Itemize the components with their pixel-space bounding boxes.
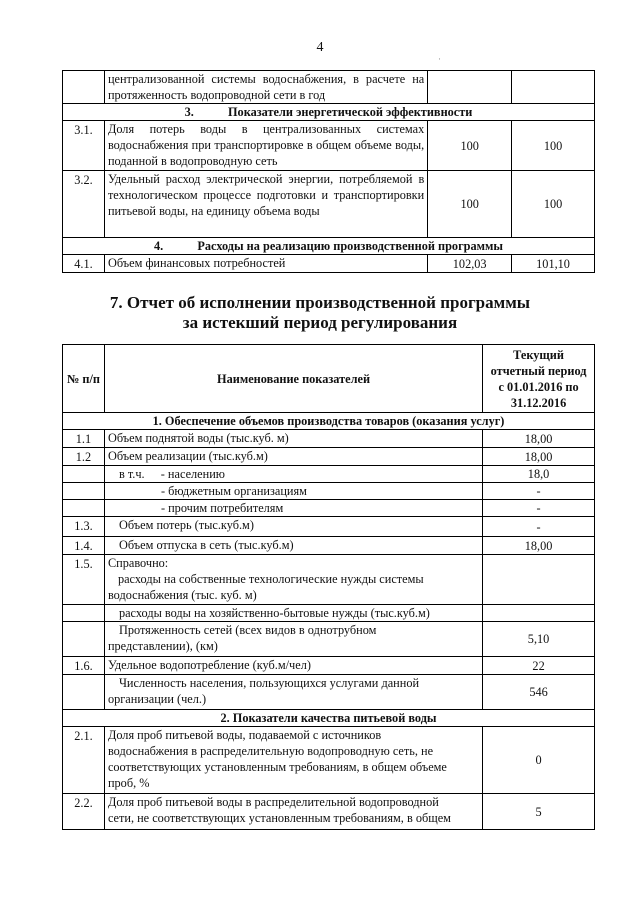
row-value: 18,0	[483, 466, 595, 483]
table-row	[63, 537, 595, 555]
row-name-line: сети, не соответствующих установленным требованиям, в общем	[107, 811, 451, 825]
indicators-table-continuation	[62, 70, 595, 273]
row-value-plan: 102,03	[428, 255, 512, 273]
section-2-title: 2. Показатели качества питьевой воды	[63, 710, 595, 727]
tech-needs-line: расходы на собственные технологические нужды системы	[117, 572, 424, 586]
row-number	[63, 500, 105, 517]
row-name-line: Доля проб питьевой воды в распределительной водопроводной	[107, 795, 439, 809]
tech-needs-line: водоснабжения (тыс. куб. м)	[107, 588, 257, 602]
network-line: представлении), (км)	[107, 639, 218, 653]
row-value: 5,10	[483, 622, 595, 657]
table-cell	[512, 71, 595, 104]
row-number: 3.1.	[63, 121, 105, 171]
row-name: - бюджетным организациям	[104, 483, 482, 500]
row-value-fact: 101,10	[512, 255, 595, 273]
row-number	[63, 483, 105, 500]
row-name	[104, 466, 482, 483]
row-number: 1.2	[63, 448, 105, 466]
table-cell	[428, 71, 512, 104]
network-line: Протяженность сетей (всех видов в однотрубном	[118, 623, 377, 637]
row-name	[104, 794, 482, 830]
row-name: расходы воды на хозяйственно-бытовые нужды (тыс.куб.м)	[104, 605, 482, 622]
header-name: Наименование показателей	[104, 345, 482, 413]
row-value-plan: 100	[428, 121, 512, 171]
row-name: Объем отпуска в сеть (тыс.куб.м)	[104, 537, 482, 555]
section-4-title	[63, 238, 595, 255]
header-period-line: отчетный период	[490, 363, 587, 378]
section-title: Показатели энергетической эффективности	[227, 105, 473, 119]
row-number: 1.6.	[63, 657, 105, 675]
row-name: Объем реализации (тыс.куб.м)	[104, 448, 482, 466]
row-subitem: - населению	[160, 467, 225, 481]
row-name: - прочим потребителям	[104, 500, 482, 517]
row-value: 18,00	[483, 537, 595, 555]
row-number: 3.2.	[63, 171, 105, 238]
table-row	[63, 466, 595, 483]
row-number: 2.2.	[63, 794, 105, 830]
row-number: 2.1.	[63, 727, 105, 794]
row-name: Удельный расход электрической энергии, потребляемой в технологическом процессе подготовки и транспортировки питьевой воды, на единицу объема воды	[104, 171, 427, 238]
header-number: № п/п	[63, 345, 105, 413]
table-row	[63, 657, 595, 675]
section-title: Расходы на реализацию производственной программы	[197, 239, 504, 253]
row-name	[104, 622, 482, 657]
table-row	[63, 171, 595, 238]
header-period-line: 31.12.2016	[510, 395, 567, 410]
row-value: -	[483, 500, 595, 517]
row-name	[104, 675, 482, 710]
row-value	[483, 605, 595, 622]
row-value: 18,00	[483, 430, 595, 448]
row-value: -	[483, 483, 595, 500]
table-row	[63, 622, 595, 657]
row-number: 4.1.	[63, 255, 105, 273]
row-name: Удельное водопотребление (куб.м/чел)	[104, 657, 482, 675]
table-row	[63, 794, 595, 830]
report-title-line-1: 7. Отчет об исполнении производственной программы	[109, 293, 531, 312]
table-row	[63, 675, 595, 710]
table-row	[63, 448, 595, 466]
row-number	[63, 466, 105, 483]
row-name: Объем поднятой воды (тыс.куб. м)	[104, 430, 482, 448]
page-number: 4	[316, 40, 324, 55]
row-name-line: водоснабжения в распределительную водопроводную сеть, не	[107, 744, 434, 758]
table-cell	[63, 71, 105, 104]
row-number: 1.5.	[63, 555, 105, 605]
table-row	[63, 121, 595, 171]
corner-mark: ·	[438, 54, 441, 64]
row-value: 0	[483, 727, 595, 794]
row-value-fact: 100	[512, 171, 595, 238]
row-value: 22	[483, 657, 595, 675]
row-name	[104, 727, 482, 794]
row-name-line: проб, %	[107, 776, 150, 790]
section-row	[63, 104, 595, 121]
row-name-line: соответствующих установленным требованиям, в общем объеме	[107, 760, 447, 774]
section-row	[63, 710, 595, 727]
table-row	[63, 605, 595, 622]
row-name-line: Доля проб питьевой воды, подаваемой с источников	[107, 728, 382, 742]
row-name: Объем финансовых потребностей	[104, 255, 427, 273]
row-number: 1.1	[63, 430, 105, 448]
row-value: 18,00	[483, 448, 595, 466]
row-number	[63, 605, 105, 622]
table-row	[63, 71, 595, 104]
population-line: Численность населения, пользующихся услугами данной	[118, 676, 420, 690]
table-row	[63, 430, 595, 448]
row-value-fact: 100	[512, 121, 595, 171]
table-row	[63, 555, 595, 605]
row-number	[63, 622, 105, 657]
table-row	[63, 483, 595, 500]
header-period	[483, 345, 595, 413]
population-line: организации (чел.)	[107, 692, 207, 706]
row-name: Объем потерь (тыс.куб.м)	[104, 517, 482, 537]
report-title-line-2: за истекший период регулирования	[182, 313, 458, 332]
table-row	[63, 255, 595, 273]
row-name: Доля потерь воды в централизованных системах водоснабжения при транспортировке в общем объеме воды, поданной в водопроводную сеть	[104, 121, 427, 171]
report-title	[0, 293, 640, 333]
section-row	[63, 413, 595, 430]
reference-label: Справочно:	[107, 556, 169, 570]
header-row	[63, 345, 595, 413]
row-number: 1.4.	[63, 537, 105, 555]
header-period-line: с 01.01.2016 по	[498, 379, 579, 394]
section-1-title: 1. Обеспечение объемов производства товаров (оказания услуг)	[63, 413, 595, 430]
row-value: -	[483, 517, 595, 537]
continuation-text: централизованной системы водоснабжения, в расчете на протяженность водопроводной сети в год	[104, 71, 427, 104]
row-prefix: в т.ч.	[118, 467, 145, 481]
section-row	[63, 238, 595, 255]
table-row	[63, 500, 595, 517]
table-row	[63, 727, 595, 794]
section-number: 4.	[153, 239, 164, 253]
row-name	[104, 555, 482, 605]
row-value	[483, 555, 595, 605]
section-3-title	[63, 104, 595, 121]
report-table	[62, 344, 595, 830]
row-value-plan: 100	[428, 171, 512, 238]
header-period-line: Текущий	[513, 347, 564, 362]
section-number: 3.	[184, 105, 194, 119]
row-number: 1.3.	[63, 517, 105, 537]
row-value: 546	[483, 675, 595, 710]
table-row	[63, 517, 595, 537]
row-number	[63, 675, 105, 710]
row-value: 5	[483, 794, 595, 830]
